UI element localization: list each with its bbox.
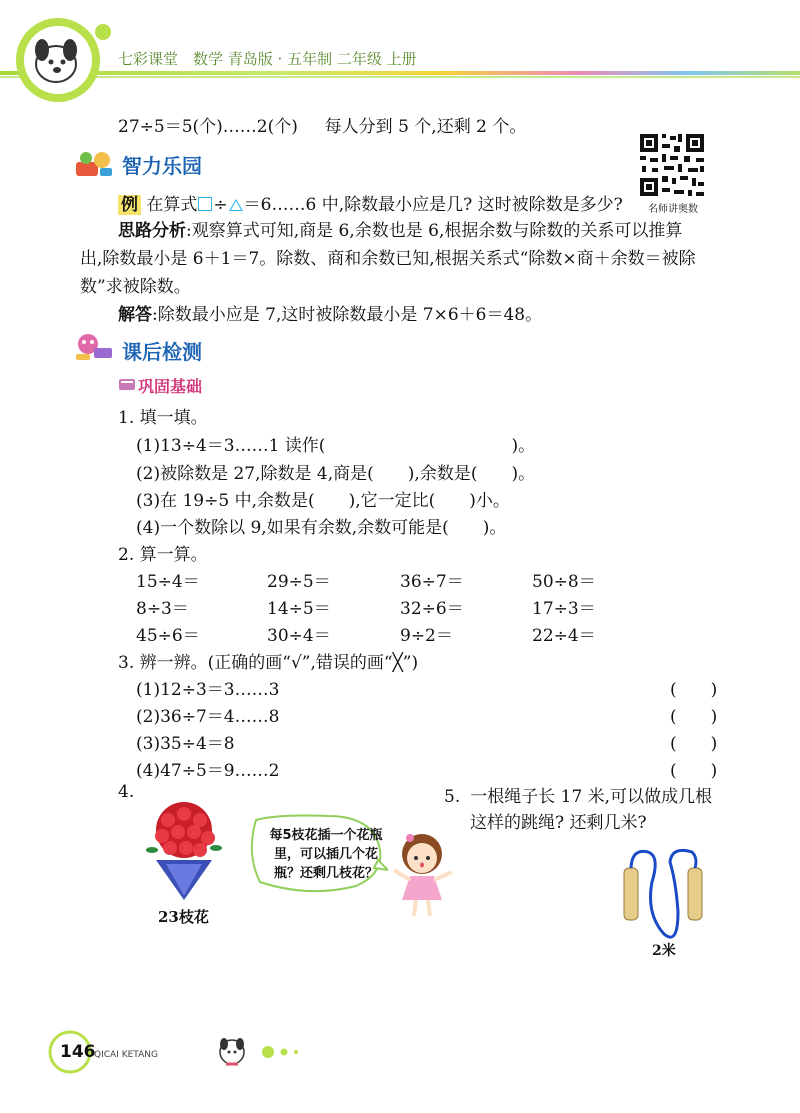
analysis-line-1: 思路分析:观察算式可知,商是 6,余数也是 6,根据余数与除数的关系可以推算 (118, 221, 683, 241)
jump-rope-icon (612, 842, 722, 950)
q1-title: 1. 填一填。 (118, 408, 208, 428)
calc-cell: 9÷2＝ (400, 626, 453, 646)
q3-item: (2)36÷7＝4……8 (136, 707, 280, 727)
subsection-title-basics: 巩固基础 (138, 377, 203, 396)
calc-cell: 36÷7＝ (400, 572, 464, 592)
flower-count-label: 23枝花 (158, 908, 209, 926)
q3-item: (4)47÷5＝9……2 (136, 761, 280, 781)
q5-line-1: 5. 一根绳子长 17 米,可以做成几根 (444, 787, 713, 807)
triangle-placeholder-icon (229, 199, 243, 211)
calc-cell: 14÷5＝ (267, 599, 331, 619)
q5-number: 5. (444, 787, 461, 807)
calc-cell: 30÷4＝ (267, 626, 331, 646)
q1-item-2: (2)被除数是 27,除数是 4,商是( ),余数是( )。 (136, 464, 536, 484)
calc-cell: 50÷8＝ (532, 572, 596, 592)
answer-bracket[interactable]: ( ) (670, 734, 718, 754)
q3-item: (1)12÷3＝3……3 (136, 680, 280, 700)
q1-item-1: (1)13÷4＝3……1 读作( )。 (136, 436, 536, 456)
calc-cell: 22÷4＝ (532, 626, 596, 646)
intro-text: 每人分到 5 个,还剩 2 个。 (324, 117, 527, 137)
rope-length-label: 2米 (652, 943, 676, 959)
calc-cell: 45÷6＝ (136, 626, 200, 646)
header-title: 七彩课堂 数学 青岛版 · 五年制 二年级 上册 (118, 50, 417, 68)
footer-brand: QICAI KETANG (94, 1050, 158, 1060)
section-title-checkup: 课后检测 (122, 340, 202, 364)
calc-cell: 8÷3＝ (136, 599, 189, 619)
calc-cell: 17÷3＝ (532, 599, 596, 619)
example-question: 例 在算式 ÷ ＝6……6 中,除数最小应是几? 这时被除数是多少? (118, 190, 623, 215)
example-tag: 例 (118, 195, 141, 215)
qr-code-icon[interactable] (638, 132, 706, 198)
flower-bouquet-icon (138, 800, 230, 902)
intro-line (118, 112, 526, 137)
calc-cell: 32÷6＝ (400, 599, 464, 619)
q3-item: (3)35÷4＝8 (136, 734, 235, 754)
q3-title: 3. 辨一辨。(正确的画“√”,错误的画“╳”) (118, 653, 419, 673)
page-number: 146 (60, 1042, 96, 1062)
answer-bracket[interactable]: ( ) (670, 680, 718, 700)
footer-mascot-icon (212, 1034, 308, 1070)
puzzle-section-icon (72, 148, 116, 180)
q2-title: 2. 算一算。 (118, 545, 208, 565)
mascot-dog-icon (8, 12, 118, 104)
answer-label: 解答 (118, 305, 152, 325)
speech-bubble-text: 每5枝花插一个花瓶里，可以插几个花瓶？还剩几枝花？ (269, 828, 383, 881)
qr-caption: 名师讲奥数 (648, 204, 698, 215)
checkup-section-icon (72, 330, 116, 362)
cartoon-girl-icon (388, 828, 458, 920)
analysis-line-3: 数”求被除数。 (80, 277, 191, 297)
analysis-label: 思路分析 (118, 221, 186, 241)
section-title-puzzle: 智力乐园 (122, 154, 202, 178)
answer-line: 解答:除数最小应是 7,这时被除数最小是 7×6＋6＝48。 (118, 305, 543, 325)
answer-bracket[interactable]: ( ) (670, 707, 718, 727)
pencil-box-icon (118, 376, 136, 392)
square-placeholder-icon (198, 197, 212, 211)
q1-item-3: (3)在 19÷5 中,余数是( ),它一定比( )小。 (136, 491, 510, 511)
calc-cell: 15÷4＝ (136, 572, 200, 592)
analysis-line-2: 出,除数最小是 6＋1＝7。除数、商和余数已知,根据关系式“除数×商＋余数＝被除 (80, 249, 696, 269)
intro-calc: 27÷5＝5(个)……2(个) (118, 117, 298, 137)
q1-item-4: (4)一个数除以 9,如果有余数,余数可能是( )。 (136, 518, 507, 538)
calc-cell: 29÷5＝ (267, 572, 331, 592)
q5-line-2: 这样的跳绳? 还剩几米? (470, 813, 647, 833)
q4-number: 4. (118, 782, 135, 802)
answer-bracket[interactable]: ( ) (670, 761, 718, 781)
